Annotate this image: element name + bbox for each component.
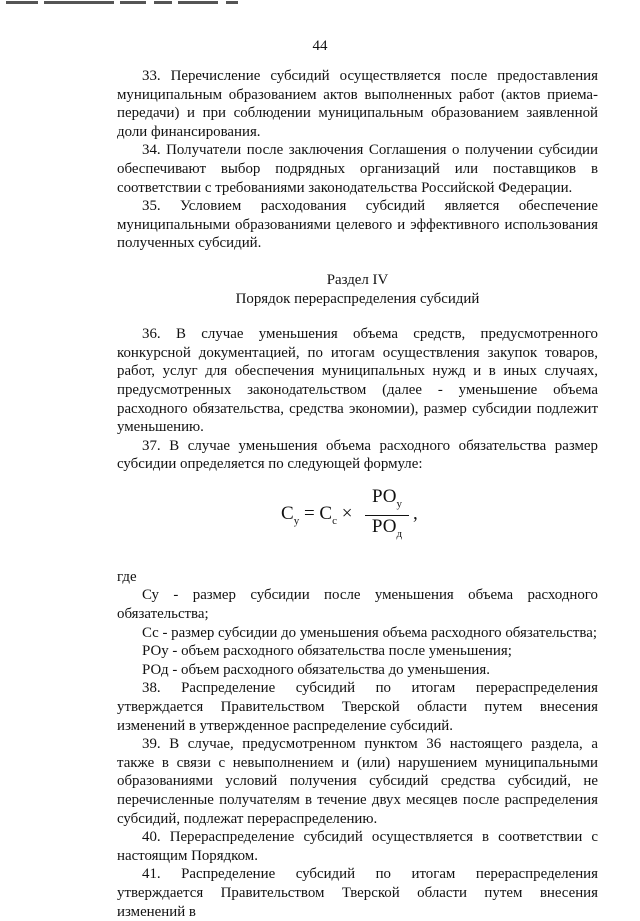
formula-den-sub: д	[396, 528, 403, 541]
formula-denominator	[365, 516, 409, 543]
paragraph-40: 40. Перераспределение субсидий осуществляется в соответствии с настоящим Порядком.	[117, 829, 598, 864]
paragraph-36: 36. В случае уменьшения объема средств, предусмотренного конкурсной документацией, по итогам осуществления закупок товаров, работ, услуг для обеспечения муниципальных нужд и в иных случаях, предусмотренных законодательством (далее - уменьшение объема расходного обязательства, средства экономии), размер субсидии подлежит уменьшению.	[117, 326, 598, 436]
paragraph-41: 41. Распределение субсидий по итогам перераспределения утверждается Правительством Тверской области путем внесения изменений в	[117, 866, 598, 920]
paragraph-39: 39. В случае, предусмотренном пунктом 36 настоящего раздела, а также в связи с невыполнением и (или) нарушением муниципальными образованиями условий получения субсидий средства субсидий, не перечисленные получателям в течение двух месяцев после распределения субсидий, подлежат перераспределению.	[117, 736, 598, 827]
section-subtitle: Порядок перераспределения субсидий	[235, 290, 480, 307]
formula-fraction	[365, 485, 409, 544]
formula-cy-symbol: С	[281, 502, 294, 524]
formula-equals: =	[299, 502, 320, 524]
formula-cy-sub: у	[293, 514, 300, 527]
formula-numerator	[365, 485, 409, 516]
definition-cy: Су - размер субсидии после уменьшения объема расходного обязательства;	[117, 587, 598, 623]
paragraph-38: 38. Распределение субсидий по итогам перераспределения утверждается Правительством Тверской области путем внесения изменений в утвержденное распределение субсидий.	[117, 680, 598, 734]
formula-num-symbol: РО	[371, 485, 397, 507]
definition-roy: РОу - объем расходного обязательства после уменьшения;	[142, 643, 512, 660]
document-body	[117, 67, 598, 921]
paragraph-34: 34. Получатели после заключения Соглашения о получении субсидии обеспечивают выбор подрядных организаций или поставщиков в соответствии с требованиями законодательства Российской Федерации.	[117, 142, 598, 196]
section-title: Раздел IV	[326, 271, 389, 288]
formula-cc-sub: с	[332, 514, 337, 527]
formula-den-symbol: РО	[371, 516, 397, 538]
formula-num-sub: у	[396, 497, 403, 510]
paragraph-37: 37. В случае уменьшения объема расходного обязательства размер субсидии определяется по следующей формуле:	[117, 437, 598, 473]
formula-cc-symbol: С	[319, 502, 333, 524]
formula-times: ×	[336, 502, 353, 524]
scan-edge-marks	[0, 0, 640, 6]
formula-comma: ,	[413, 502, 418, 524]
definition-cc: Сс - размер субсидии до уменьшения объема расходного обязательства;	[142, 624, 597, 641]
paragraph-35: 35. Условием расходования субсидий является обеспечение муниципальными образованиями целевого и эффективного использования полученных субсидий.	[117, 198, 598, 252]
page-number: 44	[312, 38, 328, 54]
definition-rod: РОд - объем расходного обязательства до уменьшения.	[142, 661, 490, 678]
paragraph-33: 33. Перечисление субсидий осуществляется после предоставления муниципальным образованием актов выполненных работ (актов приема-передачи) и при соблюдении муниципальным образованием заявленной доли финансирования.	[117, 68, 598, 140]
where-label: где	[117, 568, 137, 585]
section-heading	[117, 271, 598, 308]
formula-lhs	[281, 502, 353, 530]
subsidy-formula	[117, 480, 598, 560]
